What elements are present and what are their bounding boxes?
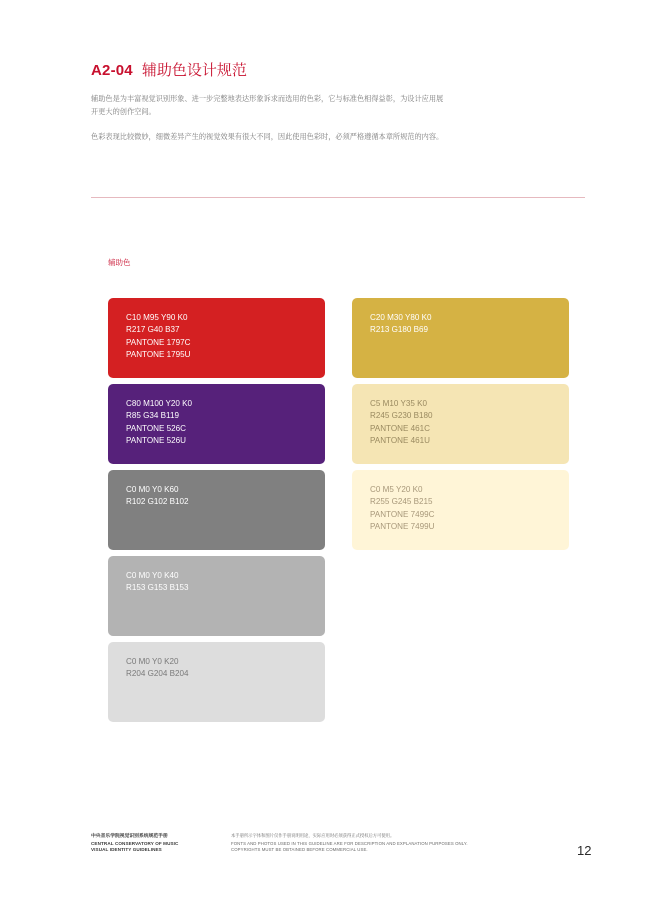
auxiliary-color-label: 辅助色 xyxy=(108,258,131,267)
swatch-gray-60 xyxy=(108,470,325,550)
swatch-rgb: R245 G230 B180 xyxy=(370,411,433,421)
intro-line: 开更大的创作空间。 xyxy=(91,106,156,116)
swatch-rgb: R102 G102 B102 xyxy=(126,497,189,507)
swatch-cmyk: C10 M95 Y90 K0 xyxy=(126,313,188,322)
footer-disclaimer-en-2: COPYRIGHTS MUST BE OBTAINED BEFORE COMMERCIAL USE. xyxy=(231,847,368,853)
swatch-pantone-u: PANTONE 461U xyxy=(370,436,430,446)
page-title xyxy=(91,59,247,81)
footer-disclaimer xyxy=(231,834,468,854)
swatch-gray-20 xyxy=(108,642,325,722)
swatch-cmyk: C5 M10 Y35 K0 xyxy=(370,399,427,408)
swatch-rgb: R213 G180 B69 xyxy=(370,325,429,335)
footer-brand-en-2: VISUAL IDENTITY GUIDELINES xyxy=(91,847,162,853)
swatch-rgb: R255 G245 B215 xyxy=(370,497,433,507)
swatch-rgb: R85 G34 B119 xyxy=(126,411,179,421)
swatch-pantone-c: PANTONE 526C xyxy=(126,423,186,433)
section-code: A2-04 xyxy=(91,62,133,79)
swatch-pantone-c: PANTONE 461C xyxy=(370,423,430,433)
swatch-cmyk: C80 M100 Y20 K0 xyxy=(126,399,192,408)
swatch-gray-40 xyxy=(108,556,325,636)
section-title: 辅助色设计规范 xyxy=(141,61,247,79)
intro-paragraph-1 xyxy=(91,93,551,118)
swatch-cmyk: C0 M5 Y20 K0 xyxy=(370,485,423,494)
swatch-pantone-u: PANTONE 7499U xyxy=(370,522,435,532)
swatch-cmyk: C0 M0 Y0 K60 xyxy=(126,485,179,494)
swatch-pantone-u: PANTONE 1795U xyxy=(126,350,191,360)
footer-disclaimer-en-1: FONTS AND PHOTOS USED IN THIS GUIDELINE ARE FOR DESCRIPTION AND EXPLANATION PURPOSES ONLY. xyxy=(231,841,468,847)
page-number: 12 xyxy=(577,843,592,858)
footer-brand-cn: 中央音乐学院视觉识别系统规范手册 xyxy=(91,834,168,839)
swatch-cmyk: C20 M30 Y80 K0 xyxy=(370,313,432,322)
footer-brand-en-1: CENTRAL CONSERVATORY OF MUSIC xyxy=(91,841,179,847)
footer-disclaimer-cn: 本手册所示字体和图片仅作手册说明用途，实际应用时必须获得正式授权后方可使用。 xyxy=(231,834,395,839)
swatch-pantone-u: PANTONE 526U xyxy=(126,436,186,446)
swatch-cmyk: C0 M0 Y0 K40 xyxy=(126,571,179,580)
swatch-purple xyxy=(108,384,325,464)
intro-line: 辅助色是为丰富视觉识别形象、进一步完整地表达形象诉求而选用的色彩，它与标准色相得益彰，为设计应用展 xyxy=(91,94,444,103)
section-divider xyxy=(91,197,585,198)
swatch-cream xyxy=(352,470,569,550)
swatch-light-gold xyxy=(352,384,569,464)
swatch-pantone-c: PANTONE 1797C xyxy=(126,337,191,347)
footer-brand xyxy=(91,834,178,854)
swatch-gold xyxy=(352,298,569,378)
swatch-rgb: R217 G40 B37 xyxy=(126,325,180,335)
swatch-cmyk: C0 M0 Y0 K20 xyxy=(126,657,179,666)
swatch-pantone-c: PANTONE 7499C xyxy=(370,509,435,519)
swatch-red xyxy=(108,298,325,378)
swatch-rgb: R153 G153 B153 xyxy=(126,583,189,593)
swatch-rgb: R204 G204 B204 xyxy=(126,669,189,679)
intro-paragraph-2: 色彩表现比较微妙，细微差异产生的视觉效果有很大不同，因此使用色彩时，必须严格遵循本章所规范的内容。 xyxy=(91,132,444,141)
